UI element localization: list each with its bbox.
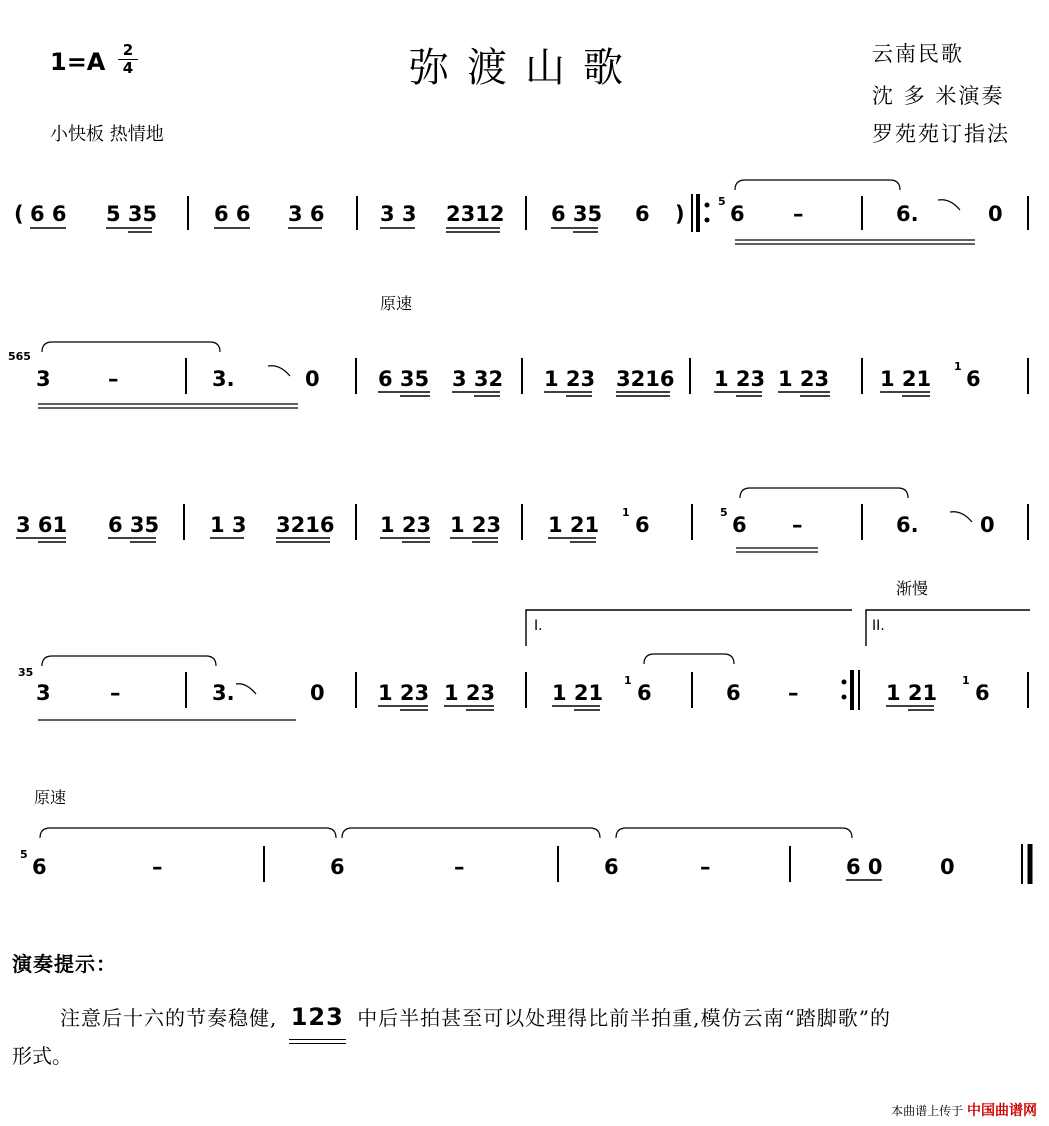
site-logo[interactable]: 中国曲谱网 <box>967 1103 1037 1119</box>
note: – <box>700 855 711 879</box>
hints-title: 演奏提示： <box>12 952 117 976</box>
note: 1 23 <box>544 367 596 391</box>
grace: 5 <box>20 848 28 861</box>
note: 3 32 <box>452 367 504 391</box>
hints-body-pre: 注意后十六的节奏稳健, <box>60 1006 278 1030</box>
note: 3 3 <box>380 202 417 226</box>
note: 1 23 <box>444 681 496 705</box>
note: 6 35 <box>551 202 603 226</box>
note: 6 <box>330 855 345 879</box>
note: 3 61 <box>16 513 68 537</box>
tempo-yuansu-2: 原速 <box>34 788 67 807</box>
grace: 565 <box>8 350 31 363</box>
note: 6 <box>966 367 981 391</box>
note: 0 <box>310 681 325 705</box>
tempo-marking: 小快板 热情地 <box>50 124 164 145</box>
volta-1: I. <box>534 618 543 634</box>
note: 0 <box>305 367 320 391</box>
note: 1 3 <box>210 513 247 537</box>
page-title: 弥渡山歌 <box>409 45 641 91</box>
grace: 5 <box>720 506 728 519</box>
note: 3 <box>36 681 51 705</box>
note: 1 23 <box>778 367 830 391</box>
row-2 <box>8 342 1028 408</box>
note: 3216 <box>616 367 675 391</box>
hints-body <box>60 998 1040 1037</box>
note: 6 <box>732 513 747 537</box>
note: 2312 <box>446 202 505 226</box>
note: 6. <box>896 513 919 537</box>
note: 0 <box>988 202 1003 226</box>
tempo-jianman: 渐慢 <box>896 579 929 598</box>
grace: 1 <box>624 674 632 687</box>
note: 6 <box>975 681 990 705</box>
note: 6 <box>32 855 47 879</box>
row-1 <box>14 180 1028 244</box>
note: 0 <box>980 513 995 537</box>
note: – <box>108 367 119 391</box>
note: 6 <box>730 202 745 226</box>
note: 6 35 <box>108 513 160 537</box>
note: 6 0 <box>846 855 883 879</box>
time-top: 2 <box>122 41 134 59</box>
note: 6 <box>635 202 650 226</box>
note: 6 <box>637 681 652 705</box>
note: ) <box>675 202 685 226</box>
credit-performer: 沈 多 米演奏 <box>872 84 1005 108</box>
credit-fingering: 罗苑苑订指法 <box>872 122 1010 146</box>
grace: 5 <box>718 195 726 208</box>
volta-2: II. <box>872 618 885 634</box>
note: – <box>792 513 803 537</box>
note: 3. <box>212 367 235 391</box>
note: – <box>454 855 465 879</box>
credit-origin: 云南民歌 <box>872 42 964 66</box>
time-bottom: 4 <box>118 59 138 77</box>
note: 6 <box>604 855 619 879</box>
note: 3. <box>212 681 235 705</box>
grace: 35 <box>18 666 34 679</box>
hints-body-num: 123 <box>285 998 350 1036</box>
note: – <box>788 681 799 705</box>
note: 1 21 <box>880 367 932 391</box>
note: 1 21 <box>548 513 600 537</box>
note: 0 <box>940 855 955 879</box>
note: 6 6 <box>30 202 67 226</box>
hints-body-post: 中后半拍甚至可以处理得比前半拍重,模仿云南“踏脚歌”的 <box>357 1006 891 1030</box>
note: 1 21 <box>886 681 938 705</box>
note: – <box>793 202 804 226</box>
note: 5 35 <box>106 202 158 226</box>
note: 3216 <box>276 513 335 537</box>
note: 3 6 <box>288 202 325 226</box>
note: 6 <box>635 513 650 537</box>
note: 6 <box>726 681 741 705</box>
note: 1 23 <box>714 367 766 391</box>
note: 1 23 <box>450 513 502 537</box>
hints-body-end: 形式。 <box>12 1044 72 1068</box>
note: ( <box>14 202 24 226</box>
note: 6 35 <box>378 367 430 391</box>
key-signature: 1=A <box>50 48 106 76</box>
grace: 1 <box>622 506 630 519</box>
note: 6 6 <box>214 202 251 226</box>
note: 1 23 <box>380 513 432 537</box>
note: – <box>110 681 121 705</box>
note: 1 23 <box>378 681 430 705</box>
row-4 <box>18 610 1030 720</box>
grace: 1 <box>954 360 962 373</box>
note: 3 <box>36 367 51 391</box>
row-3 <box>16 488 1028 552</box>
footer-uploaded: 本曲谱上传于 <box>891 1104 964 1118</box>
note: – <box>152 855 163 879</box>
tempo-yuansu: 原速 <box>380 294 413 313</box>
row-5 <box>20 828 1030 884</box>
grace: 1 <box>962 674 970 687</box>
note: 1 21 <box>552 681 604 705</box>
note: 6. <box>896 202 919 226</box>
footer <box>891 1100 1037 1120</box>
